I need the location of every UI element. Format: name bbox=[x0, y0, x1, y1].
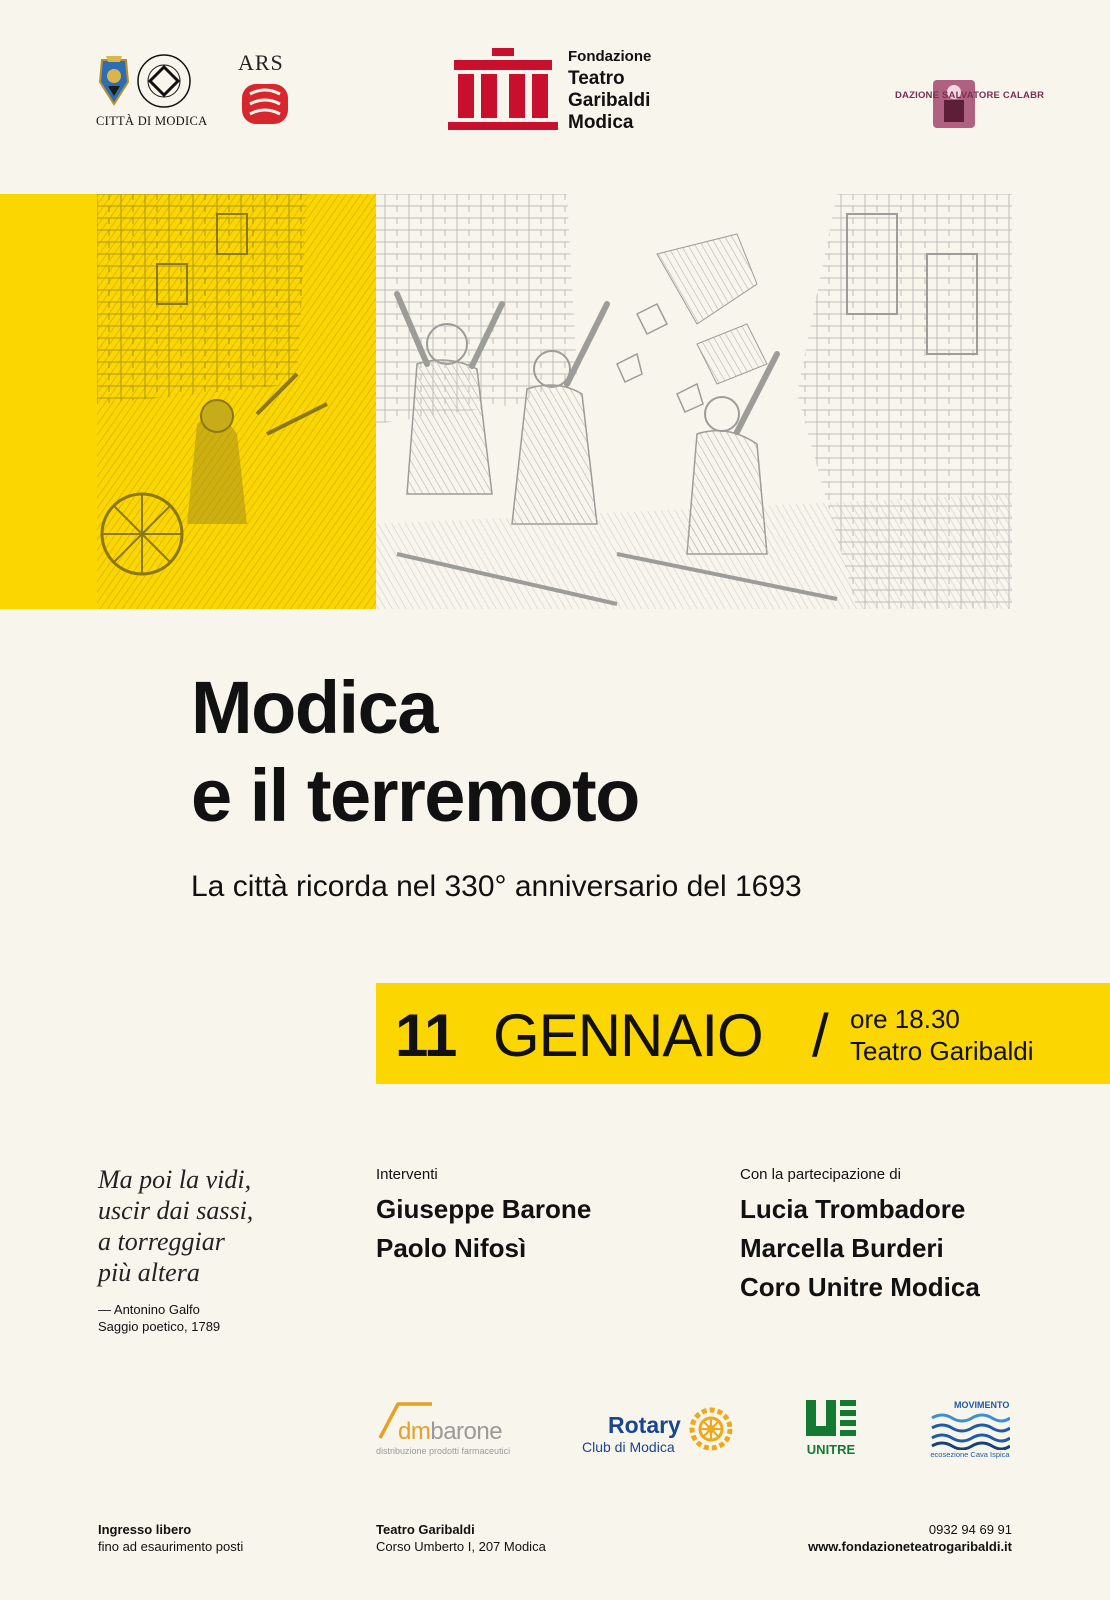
speakers-label: Interventi bbox=[376, 1166, 438, 1183]
unitre-mark-icon bbox=[804, 1398, 858, 1440]
teatro-logo-line1: Fondazione bbox=[568, 48, 652, 65]
ars-logo-text: ARS bbox=[238, 50, 284, 75]
event-venue: Teatro Garibaldi bbox=[850, 1036, 1034, 1066]
rotary-club: Club di Modica bbox=[582, 1439, 675, 1455]
seated-figure-icon bbox=[925, 78, 983, 130]
entry-title: Ingresso libero bbox=[98, 1522, 192, 1537]
rotary-name: Rotary bbox=[608, 1412, 681, 1438]
title-line-2: e il terremoto bbox=[191, 754, 639, 837]
rotary-wheel-icon bbox=[688, 1406, 734, 1452]
footer-website[interactable]: www.fondazioneteatrogaribaldi.it bbox=[808, 1539, 1012, 1554]
event-month: GENNAIO bbox=[493, 1002, 763, 1069]
ars-logo bbox=[238, 50, 298, 128]
footer-contacts bbox=[808, 1521, 1012, 1555]
quote-line-1: Ma poi la vidi, bbox=[98, 1165, 252, 1194]
entry-note: fino ad esaurimento posti bbox=[98, 1539, 244, 1554]
dmbarone-logo bbox=[376, 1398, 516, 1462]
title-line-1: Modica bbox=[191, 666, 437, 749]
movimento-azzurro-logo bbox=[928, 1400, 1012, 1464]
speaker-name: Giuseppe Barone bbox=[376, 1194, 592, 1224]
unitre-logo bbox=[800, 1398, 862, 1462]
quote-line-2: uscir dai sassi, bbox=[98, 1196, 254, 1225]
participants-label: Con la partecipazione di bbox=[740, 1166, 901, 1183]
quote-line-3: a torreggiar bbox=[98, 1227, 225, 1256]
footer-venue bbox=[376, 1521, 546, 1555]
citta-di-modica-logo bbox=[96, 50, 211, 130]
movimento-name: MOVIMENTO bbox=[954, 1400, 1010, 1410]
participant-name: Marcella Burderi bbox=[740, 1233, 944, 1263]
modica-coat-of-arms-icon bbox=[96, 52, 208, 110]
teatro-logo-line4: Modica bbox=[568, 112, 634, 133]
movimento-tag: ecosezione Cava Ispica bbox=[930, 1450, 1010, 1459]
dmbarone-tagline: distribuzione prodotti farmaceutici bbox=[376, 1446, 511, 1456]
footer-entry bbox=[98, 1521, 243, 1555]
speaker-name: Paolo Nifosì bbox=[376, 1233, 527, 1263]
teatro-logo-text bbox=[568, 46, 708, 134]
participant-name: Coro Unitre Modica bbox=[740, 1272, 980, 1302]
unitre-name: UNITRE bbox=[806, 1442, 856, 1457]
event-time: ore 18.30 bbox=[850, 1004, 960, 1034]
event-day: 11 bbox=[395, 1002, 457, 1069]
earthquake-engraving-illustration bbox=[97, 194, 1012, 609]
poem-quote bbox=[98, 1164, 338, 1288]
quote-line-4: più altera bbox=[98, 1258, 200, 1287]
venue-address: Corso Umberto I, 207 Modica bbox=[376, 1539, 546, 1554]
rotary-club-logo bbox=[582, 1400, 734, 1464]
dmbarone-barone: barone bbox=[430, 1418, 503, 1445]
event-date-separator: / bbox=[812, 1002, 829, 1069]
footer-phone: 0932 94 69 91 bbox=[928, 1522, 1012, 1537]
quote-source: Saggio poetico, 1789 bbox=[98, 1319, 221, 1334]
quote-author: — Antonino Galfo bbox=[98, 1302, 200, 1317]
dmbarone-name bbox=[398, 1418, 502, 1446]
city-logo-caption: CITTÀ DI MODICA bbox=[96, 114, 208, 128]
dazione-logo-text: DAZIONE SALVATORE CALABR bbox=[895, 90, 1045, 101]
fondazione-teatro-garibaldi-logo bbox=[448, 46, 678, 136]
page-title bbox=[191, 664, 1041, 840]
page-subtitle: La città ricorda nel 330° anniversario del 1693 bbox=[191, 870, 802, 903]
dmbarone-dm: dm bbox=[398, 1418, 431, 1445]
teatro-logo-line2: Teatro bbox=[568, 68, 625, 89]
waves-icon bbox=[930, 1410, 1010, 1450]
teatro-facade-icon bbox=[448, 48, 558, 132]
venue-title: Teatro Garibaldi bbox=[376, 1522, 475, 1537]
dazione-salvatore-calabrese-logo bbox=[895, 78, 1045, 130]
teatro-logo-line3: Garibaldi bbox=[568, 90, 651, 111]
ars-triskelion-icon bbox=[240, 82, 290, 126]
participant-name: Lucia Trombadore bbox=[740, 1194, 966, 1224]
